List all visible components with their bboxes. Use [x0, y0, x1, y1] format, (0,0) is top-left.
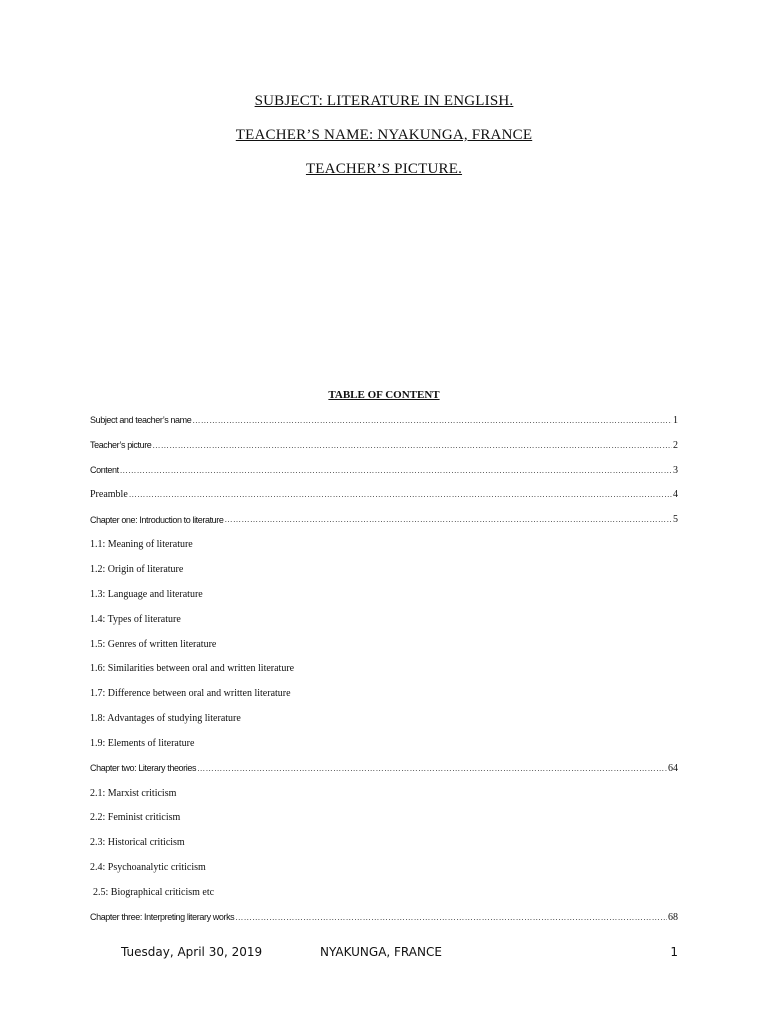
toc-entry-page: 2 — [673, 439, 678, 451]
toc-dot-leader — [120, 466, 672, 475]
table-of-contents — [90, 408, 678, 930]
toc-entry-label: Chapter two: Literary theories — [90, 763, 197, 774]
toc-entry-content — [90, 458, 678, 483]
toc-entry-label: 2.3: Historical criticism — [90, 837, 185, 849]
toc-dot-leader — [225, 515, 673, 524]
toc-entry-label: 1.6: Similarities between oral and written literature — [90, 663, 295, 675]
footer-date: Tuesday, April 30, 2019 — [121, 945, 263, 959]
toc-title: TABLE OF CONTENT — [328, 389, 440, 401]
toc-entry-label: 1.5: Genres of written literature — [90, 638, 217, 650]
toc-entry-section — [90, 806, 678, 831]
toc-entry-label: 1.2: Origin of literature — [90, 563, 184, 575]
toc-entry-page: 3 — [673, 464, 678, 476]
toc-entry-preamble — [90, 483, 678, 508]
toc-entry-section — [90, 607, 678, 632]
toc-entry-label: 1.4: Types of literature — [90, 613, 181, 625]
toc-entry-chapter-one — [90, 507, 678, 532]
toc-entry-section — [90, 880, 678, 905]
toc-entry-chapter-two — [90, 756, 678, 781]
toc-entry-chapter-three — [90, 905, 678, 930]
toc-entry-label: 2.2: Feminist criticism — [90, 812, 181, 824]
teacher-picture-heading: TEACHER’S PICTURE. — [305, 161, 463, 177]
toc-entry-section — [90, 681, 678, 706]
page-footer — [0, 942, 768, 962]
toc-entry-label: Chapter three: Interpreting literary works — [90, 912, 235, 923]
toc-entry-picture — [90, 433, 678, 458]
footer-author: NYAKUNGA, FRANCE — [320, 945, 442, 959]
toc-entry-label: Teacher’s picture — [90, 440, 152, 451]
toc-entry-label: 2.4: Psychoanalytic criticism — [90, 862, 206, 874]
toc-entry-label: Subject and teacher’s name — [90, 415, 192, 426]
toc-entry-label: 1.8: Advantages of studying literature — [90, 713, 241, 725]
toc-dot-leader — [192, 416, 672, 425]
toc-entry-page: 68 — [668, 911, 678, 923]
toc-entry-section — [90, 731, 678, 756]
toc-entry-label: 1.9: Elements of literature — [90, 737, 195, 749]
toc-entry-section — [90, 532, 678, 557]
toc-entry-subject — [90, 408, 678, 433]
toc-entry-label: 2.5: Biographical criticism etc — [93, 886, 215, 898]
toc-entry-section — [90, 855, 678, 880]
toc-dot-leader — [152, 441, 672, 450]
toc-entry-label: Preamble — [90, 489, 128, 501]
toc-entry-section — [90, 830, 678, 855]
toc-entry-page: 1 — [673, 414, 678, 426]
toc-entry-label: 2.1: Marxist criticism — [90, 787, 177, 799]
toc-entry-label: 1.3: Language and literature — [90, 588, 203, 600]
toc-dot-leader — [197, 764, 667, 773]
toc-entry-label: Chapter one: Introduction to literature — [90, 514, 224, 525]
footer-page-number: 1 — [670, 945, 678, 959]
toc-entry-section — [90, 656, 678, 681]
toc-entry-section — [90, 781, 678, 806]
toc-entry-page: 64 — [668, 762, 678, 774]
toc-entry-section — [90, 632, 678, 657]
subject-heading: SUBJECT: LITERATURE IN ENGLISH. — [254, 93, 514, 109]
toc-dot-leader — [235, 913, 667, 922]
toc-entry-label: Content — [90, 465, 119, 476]
toc-entry-page: 4 — [673, 489, 678, 501]
toc-entry-section — [90, 582, 678, 607]
toc-entry-section — [90, 706, 678, 731]
toc-entry-page: 5 — [673, 514, 678, 526]
teacher-name-heading: TEACHER’S NAME: NYAKUNGA, FRANCE — [235, 127, 533, 143]
toc-dot-leader — [129, 490, 672, 499]
toc-entry-label: 1.7: Difference between oral and written literature — [90, 688, 291, 700]
toc-entry-section — [90, 557, 678, 582]
toc-entry-label: 1.1: Meaning of literature — [90, 539, 193, 551]
